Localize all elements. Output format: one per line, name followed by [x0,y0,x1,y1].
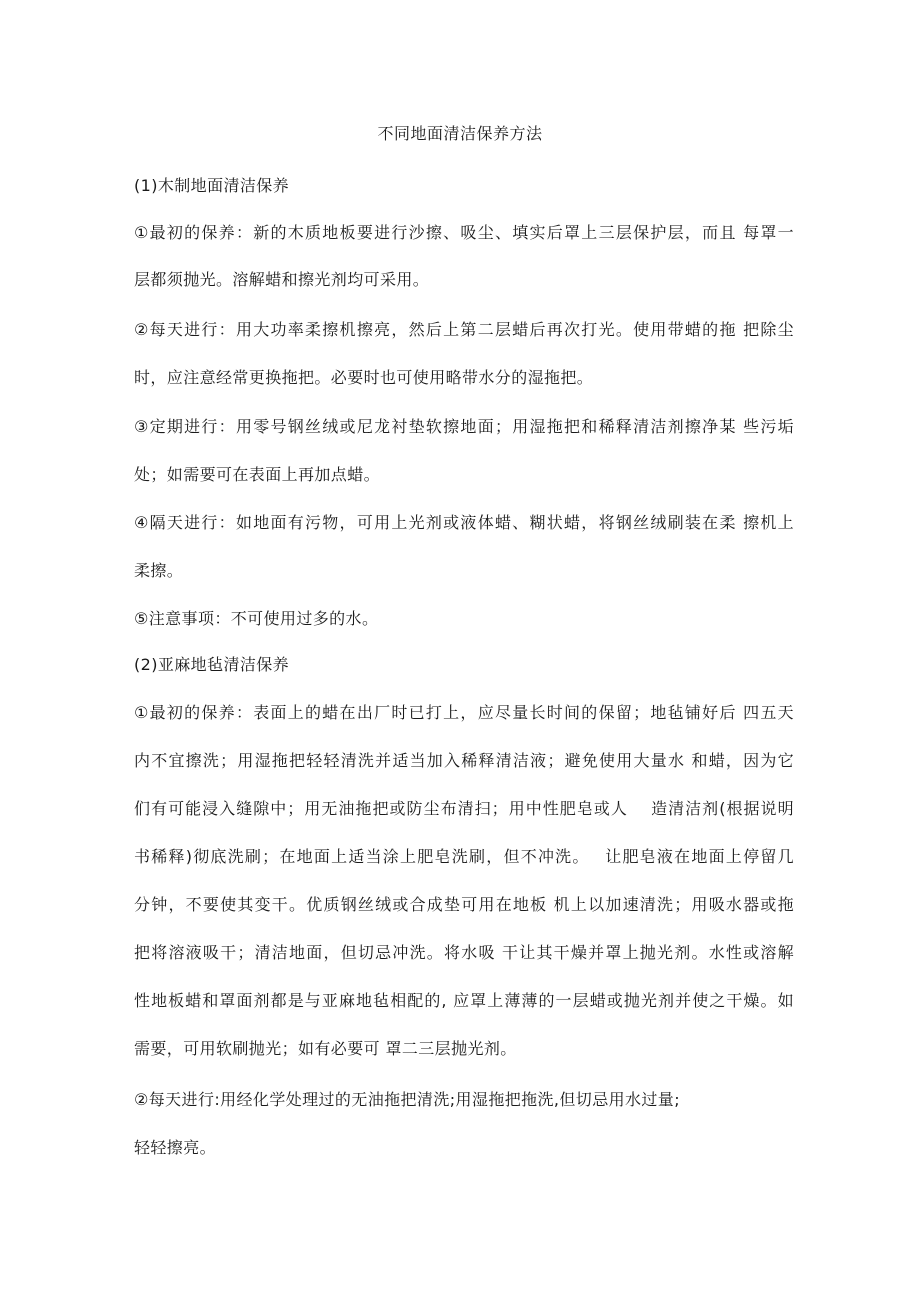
paragraph-line: 柔擦。 [134,561,184,580]
paragraph-line: 内不宜擦洗；用湿拖把轻轻清洗并适当加入稀释清洁液；避免使用大量水 和蜡，因为它 [134,751,794,770]
paragraph-line: ⑤注意事项：不可使用过多的水。 [134,609,379,628]
paragraph-line: ②每天进行：用大功率柔擦机擦亮，然后上第二层蜡后再次打光。使用带蜡的拖 把除尘 [134,320,794,339]
document-title: 不同地面清洁保养方法 [377,124,543,143]
paragraph-line: 层都须抛光。溶解蜡和擦光剂均可采用。 [134,270,430,289]
paragraph-line: 轻轻擦亮。 [134,1138,217,1157]
paragraph-line: 把将溶液吸干；清洁地面，但切忌冲洗。将水吸 干让其干燥并罩上抛光剂。水性或溶解 [134,943,794,962]
paragraph-line: 需要，可用软刷抛光；如有必要可 罩二三层抛光剂。 [134,1039,517,1058]
paragraph-line: ④隔天进行：如地面有污物，可用上光剂或液体蜡、糊状蜡，将钢丝绒刷装在柔 擦机上 [134,513,794,532]
paragraph-line: 处；如需要可在表面上再加点蜡。 [134,465,381,484]
paragraph-line: ③定期进行：用零号钢丝绒或尼龙衬垫软擦地面；用湿拖把和稀释清洁剂擦净某 些污垢 [134,417,794,436]
section-heading-linoleum: (2)亚麻地毡清洁保养 [134,655,290,674]
paragraph-line: ①最初的保养：表面上的蜡在出厂时已打上，应尽量长时间的保留；地毡铺好后 四五天 [134,703,794,722]
paragraph-line: 书稀释)彻底洗刷；在地面上适当涂上肥皂洗刷，但不冲洗。 让肥皂液在地面上停留几 [134,847,794,866]
paragraph-line: 分钟，不要使其变干。优质钢丝绒或合成垫可用在地板 机上以加速清洗；用吸水器或拖 [134,895,794,914]
paragraph-line: 们有可能浸入缝隙中；用无油拖把或防尘布清扫；用中性肥皂或人 造清洁剂(根据说明 [134,799,794,818]
paragraph-line: ②每天进行:用经化学处理过的无油拖把清洗;用湿拖把拖洗,但切忌用水过量; [134,1090,681,1109]
paragraph-line: 时，应注意经常更换拖把。必要时也可使用略带水分的湿拖把。 [134,368,594,387]
paragraph-line: 性地板蜡和罩面剂都是与亚麻地毡相配的, 应罩上薄薄的一层蜡或抛光剂并使之干燥。如 [134,991,794,1010]
paragraph-line: ①最初的保养：新的木质地板要进行沙擦、吸尘、填实后罩上三层保护层，而且 每罩一 [134,223,794,242]
section-heading-wood: (1)木制地面清洁保养 [134,176,290,195]
